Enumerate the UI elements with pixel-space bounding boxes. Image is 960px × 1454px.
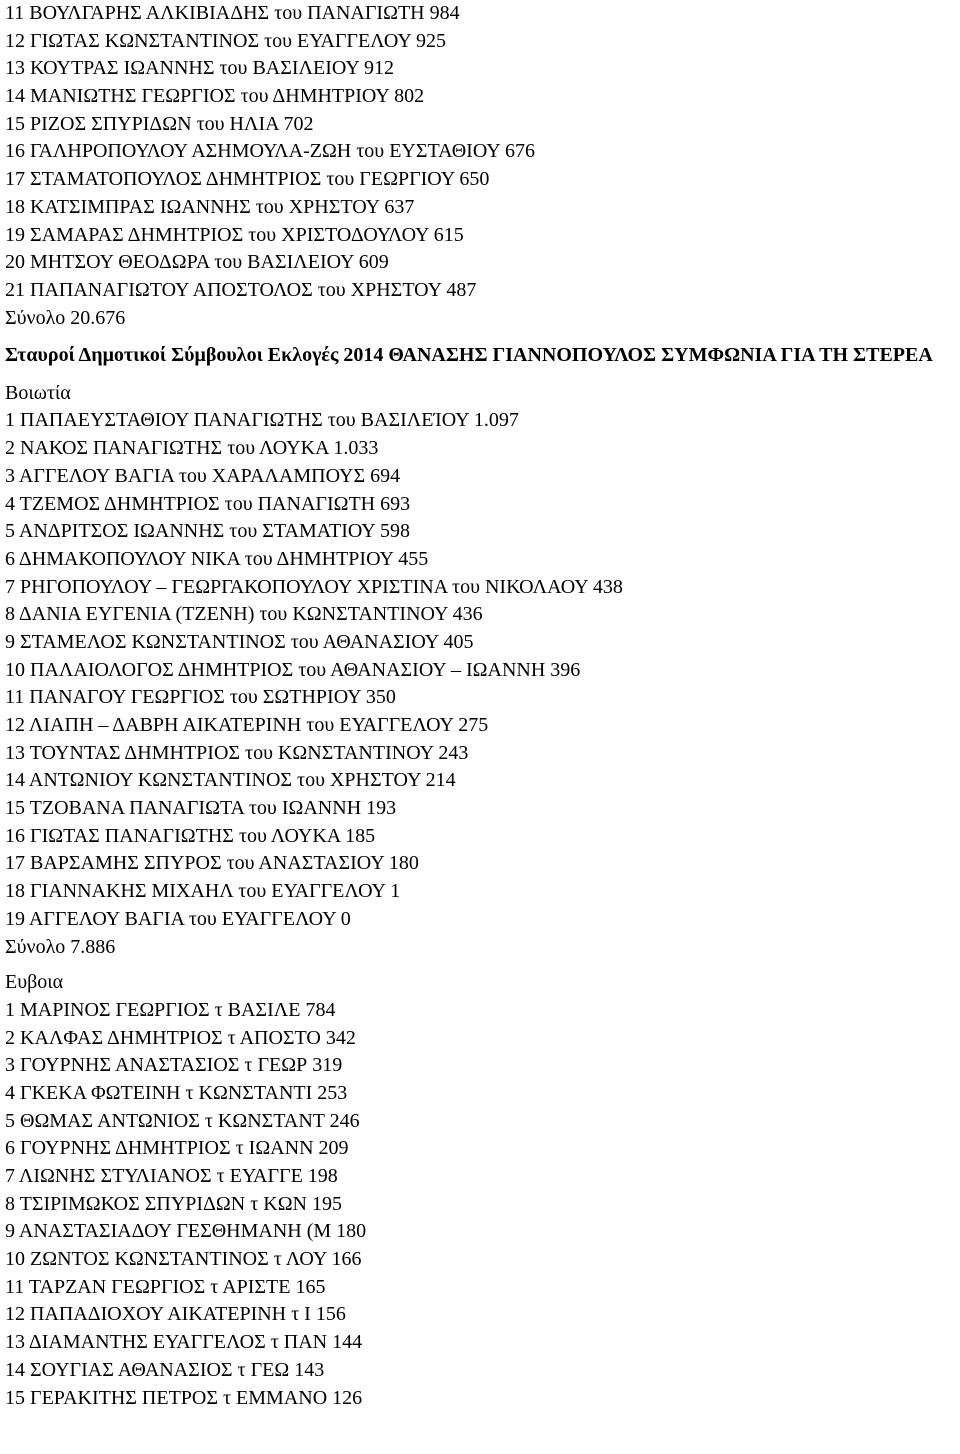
list-item: 4 ΤΖΕΜΟΣ ΔΗΜΗΤΡΙΟΣ του ΠΑΝΑΓΙΩΤΗ 693 <box>5 492 411 515</box>
list-item: 7 ΡΗΓΟΠΟΥΛΟΥ – ΓΕΩΡΓΑΚΟΠΟΥΛΟΥ ΧΡΙΣΤΙΝΑ του ΝΙΚΟΛΑΟΥ 438 <box>5 575 623 598</box>
section-heading: Σταυροί Δημοτικοί Σύμβουλοι Εκλογές 2014 ΘΑΝΑΣΗΣ ΓΙΑΝΝΟΠΟΥΛΟΣ ΣΥΜΦΩΝΙΑ ΓΙΑ ΤΗ ΣΤΕΡΕΑ <box>5 344 933 367</box>
list-item: 8 ΔΑΝΙΑ ΕΥΓΕΝΙΑ (ΤΖΕΝΗ) του ΚΩΝΣΤΑΝΤΙΝΟΥ 436 <box>5 603 483 626</box>
list-item: 12 ΛΙΑΠΗ – ΔΑΒΡΗ ΑΙΚΑΤΕΡΙΝΗ του ΕΥΑΓΓΕΛΟΥ 275 <box>5 714 489 737</box>
list-item: 3 ΓΟΥΡΝΗΣ ΑΝΑΣΤΑΣΙΟΣ τ ΓΕΩΡ 319 <box>5 1054 343 1077</box>
region-title-evia: Ευβοια <box>5 971 64 994</box>
list-item: 13 ΚΟΥΤΡΑΣ ΙΩΑΝΝΗΣ του ΒΑΣΙΛΕΙΟΥ 912 <box>5 57 395 80</box>
list-item: 9 ΣΤΑΜΕΛΟΣ ΚΩΝΣΤΑΝΤΙΝΟΣ του ΑΘΑΝΑΣΙΟΥ 405 <box>5 630 474 653</box>
list-item: 4 ΓΚΕΚΑ ΦΩΤΕΙΝΗ τ ΚΩΝΣΤΑΝΤΙ 253 <box>5 1081 348 1104</box>
document-page <box>5 0 950 1412</box>
list-item: 17 ΣΤΑΜΑΤΟΠΟΥΛΟΣ ΔΗΜΗΤΡΙΟΣ του ΓΕΩΡΓΙΟΥ 650 <box>5 168 490 191</box>
list-item: 1 ΠΑΠΑΕΥΣΤΑΘΙΟΥ ΠΑΝΑΓΙΩΤΗΣ του ΒΑΣΙΛΕΊΟΥ 1.097 <box>5 409 519 432</box>
list-item: 19 ΣΑΜΑΡΑΣ ΔΗΜΗΤΡΙΟΣ του ΧΡΙΣΤΟΔΟΥΛΟΥ 615 <box>5 223 464 246</box>
list-item: 9 ΑΝΑΣΤΑΣΙΑΔΟΥ ΓΕΣΘΗΜΑΝΗ (Μ 180 <box>5 1220 367 1243</box>
list-item: 11 ΒΟΥΛΓΑΡΗΣ ΑΛΚΙΒΙΑΔΗΣ του ΠΑΝΑΓΙΩΤΗ 984 <box>5 2 460 24</box>
list-item: 15 ΤΖΟΒΑΝΑ ΠΑΝΑΓΙΩΤΑ του ΙΩΑΝΝΗ 193 <box>5 797 397 820</box>
list-item: 14 ΜΑΝΙΩΤΗΣ ΓΕΩΡΓΙΟΣ του ΔΗΜΗΤΡΙΟΥ 802 <box>5 85 425 108</box>
list-item: 16 ΓΑΛΗΡΟΠΟΥΛΟΥ ΑΣΗΜΟΥΛΑ-ΖΩΗ του ΕΥΣΤΑΘΙΟΥ 676 <box>5 140 535 163</box>
list-item: 5 ΑΝΔΡΙΤΣΟΣ ΙΩΑΝΝΗΣ του ΣΤΑΜΑΤΙΟΥ 598 <box>5 520 410 543</box>
list-item: 8 ΤΣΙΡΙΜΩΚΟΣ ΣΠΥΡΙΔΩΝ τ ΚΩΝ 195 <box>5 1192 343 1215</box>
list-item: 2 ΝΑΚΟΣ ΠΑΝΑΓΙΩΤΗΣ του ΛΟΥΚΑ 1.033 <box>5 437 379 460</box>
list-item: 12 ΓΙΩΤΑΣ ΚΩΝΣΤΑΝΤΙΝΟΣ του ΕΥΑΓΓΕΛΟΥ 925 <box>5 29 447 52</box>
list-item: 21 ΠΑΠΑΝΑΓΙΩΤΟΥ ΑΠΟΣΤΟΛΟΣ του ΧΡΗΣΤΟΥ 487 <box>5 278 477 301</box>
list-item: 7 ΛΙΩΝΗΣ ΣΤΥΛΙΑΝΟΣ τ ΕΥΑΓΓΕ 198 <box>5 1165 338 1188</box>
list-item: 14 ΣΟΥΓΙΑΣ ΑΘΑΝΑΣΙΟΣ τ ΓΕΩ 143 <box>5 1358 325 1381</box>
list-item: 16 ΓΙΩΤΑΣ ΠΑΝΑΓΙΩΤΗΣ του ΛΟΥΚΑ 185 <box>5 824 376 847</box>
list-item: 20 ΜΗΤΣΟΥ ΘΕΟΔΩΡΑ του ΒΑΣΙΛΕΙΟΥ 609 <box>5 251 389 274</box>
list-item: 13 ΔΙΑΜΑΝΤΗΣ ΕΥΑΓΓΕΛΟΣ τ ΠΑΝ 144 <box>5 1331 363 1354</box>
list-item: 19 ΑΓΓΕΛΟΥ ΒΑΓΙΑ του ΕΥΑΓΓΕΛΟΥ 0 <box>5 907 351 930</box>
list-item: 6 ΓΟΥΡΝΗΣ ΔΗΜΗΤΡΙΟΣ τ ΙΩΑΝΝ 209 <box>5 1137 349 1160</box>
list-item: 15 ΡΙΖΟΣ ΣΠΥΡΙΔΩΝ του ΗΛΙΑ 702 <box>5 112 314 135</box>
list-item: 11 ΠΑΝΑΓΟΥ ΓΕΩΡΓΙΟΣ του ΣΩΤΗΡΙΟΥ 350 <box>5 686 396 709</box>
candidate-list-boiotia <box>5 407 950 961</box>
list-item: 12 ΠΑΠΑΔΙΟΧΟΥ ΑΙΚΑΤΕΡΙΝΗ τ Ι 156 <box>5 1303 346 1326</box>
list-item: 1 ΜΑΡΙΝΟΣ ΓΕΩΡΓΙΟΣ τ ΒΑΣΙΛΕ 784 <box>5 998 336 1021</box>
list-item: 17 ΒΑΡΣΑΜΗΣ ΣΠΥΡΟΣ του ΑΝΑΣΤΑΣΙΟΥ 180 <box>5 852 419 875</box>
list-item: 10 ΠΑΛΑΙΟΛΟΓΟΣ ΔΗΜΗΤΡΙΟΣ του ΑΘΑΝΑΣΙΟΥ – ΙΩΑΝΝΗ 396 <box>5 658 581 681</box>
list-item: 14 ΑΝΤΩΝΙΟΥ ΚΩΝΣΤΑΝΤΙΝΟΣ του ΧΡΗΣΤΟΥ 214 <box>5 769 456 792</box>
list-item: 2 ΚΑΛΦΑΣ ΔΗΜΗΤΡΙΟΣ τ ΑΠΟΣΤΟ 342 <box>5 1026 356 1049</box>
list-item: 10 ΖΩΝΤΟΣ ΚΩΝΣΤΑΝΤΙΝΟΣ τ ΛΟΥ 166 <box>5 1248 362 1271</box>
list-item: 6 ΔΗΜΑΚΟΠΟΥΛΟΥ ΝΙΚΑ του ΔΗΜΗΤΡΙΟΥ 455 <box>5 547 429 570</box>
list-item: 3 ΑΓΓΕΛΟΥ ΒΑΓΙΑ του ΧΑΡΑΛΑΜΠΟΥΣ 694 <box>5 464 401 487</box>
list-total: Σύνολο 20.676 <box>5 306 126 329</box>
list-item: 11 ΤΑΡΖΑΝ ΓΕΩΡΓΙΟΣ τ ΑΡΙΣΤΕ 165 <box>5 1275 326 1298</box>
list-item: 18 ΚΑΤΣΙΜΠΡΑΣ ΙΩΑΝΝΗΣ του ΧΡΗΣΤΟΥ 637 <box>5 195 415 218</box>
candidate-list-previous <box>5 0 950 332</box>
list-total: Σύνολο 7.886 <box>5 935 116 958</box>
list-item: 18 ΓΙΑΝΝΑΚΗΣ ΜΙΧΑΗΛ του ΕΥΑΓΓΕΛΟΥ 1 <box>5 880 401 903</box>
region-title-boiotia: Βοιωτία <box>5 381 71 404</box>
list-item: 13 ΤΟΥΝΤΑΣ ΔΗΜΗΤΡΙΟΣ του ΚΩΝΣΤΑΝΤΙΝΟΥ 243 <box>5 741 469 764</box>
list-item: 15 ΓΕΡΑΚΙΤΗΣ ΠΕΤΡΟΣ τ ΕΜΜΑΝΟ 126 <box>5 1386 363 1409</box>
list-item: 5 ΘΩΜΑΣ ΑΝΤΩΝΙΟΣ τ ΚΩΝΣΤΑΝΤ 246 <box>5 1109 360 1132</box>
candidate-list-evia <box>5 997 950 1412</box>
